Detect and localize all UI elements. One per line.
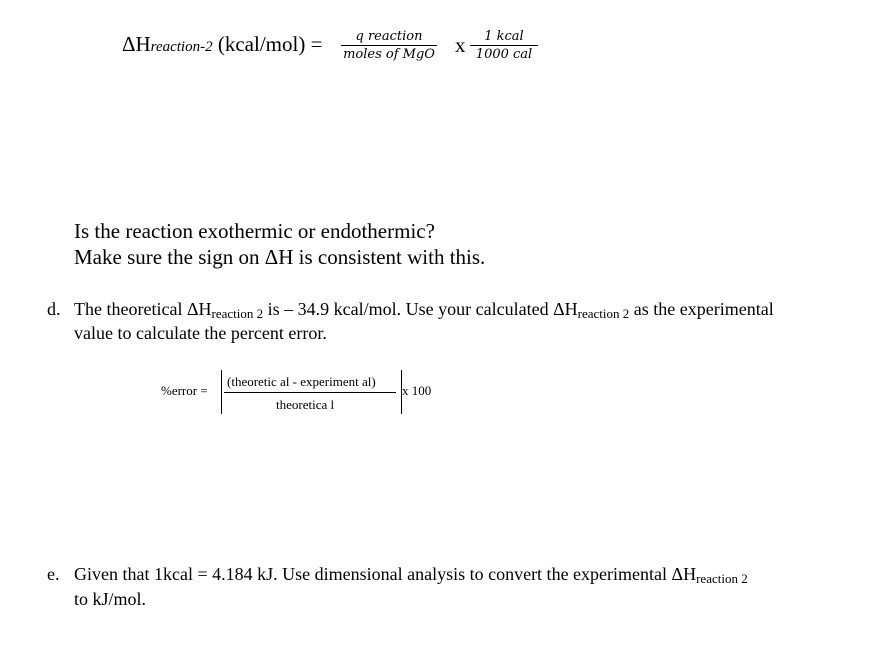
part-e-marker: e. [47, 564, 60, 584]
question-exothermic: Is the reaction exothermic or endothermic? [74, 219, 435, 243]
fraction-denominator: moles of MgO [343, 47, 435, 62]
part-e-line-1 [74, 564, 748, 587]
part-e-line-2: to kJ/mol. [74, 589, 147, 609]
percent-error-fraction-bar [224, 392, 396, 393]
equation-units: (kcal/mol) = [212, 32, 323, 56]
percent-error-denominator: theoretica l [276, 397, 335, 412]
question-sign-check: Make sure the sign on ΔH is consistent with this. [74, 245, 486, 269]
part-d-subscript-a: reaction 2 [211, 306, 264, 321]
part-d-text-b: is – 34.9 kcal/mol. Use your calculated ΔH [263, 299, 578, 319]
equation-lhs [122, 32, 322, 57]
fraction-bar [470, 45, 538, 46]
percent-error-numerator: (theoretic al - experiment al) [227, 374, 376, 389]
fraction-bar [341, 45, 437, 46]
percent-error-multiplier: x 100 [402, 383, 432, 398]
delta-h-symbol: ΔH [122, 32, 151, 56]
part-e-subscript-a: reaction 2 [696, 571, 748, 586]
fraction-denominator: 1000 cal [475, 47, 533, 62]
part-d-text-a: The theoretical ΔH [74, 299, 212, 319]
part-d-line-1 [74, 299, 774, 322]
fraction-kcal-conversion [470, 30, 538, 61]
fraction-numerator: q reaction [355, 29, 423, 44]
part-d-line-2: value to calculate the percent error. [74, 323, 327, 343]
reaction-subscript: reaction-2 [150, 39, 213, 55]
part-d-subscript-b: reaction 2 [577, 306, 630, 321]
part-e-text-a: Given that 1kcal = 4.184 kJ. Use dimensional analysis to convert the experimental ΔH [74, 564, 697, 584]
part-d-marker: d. [47, 299, 61, 319]
fraction-numerator: 1 kcal [484, 29, 524, 44]
fraction-q-over-moles [341, 30, 437, 61]
part-d-text-c: as the experimental [629, 299, 774, 319]
times-sign: x [455, 33, 466, 57]
percent-error-label: %error = [161, 383, 208, 398]
